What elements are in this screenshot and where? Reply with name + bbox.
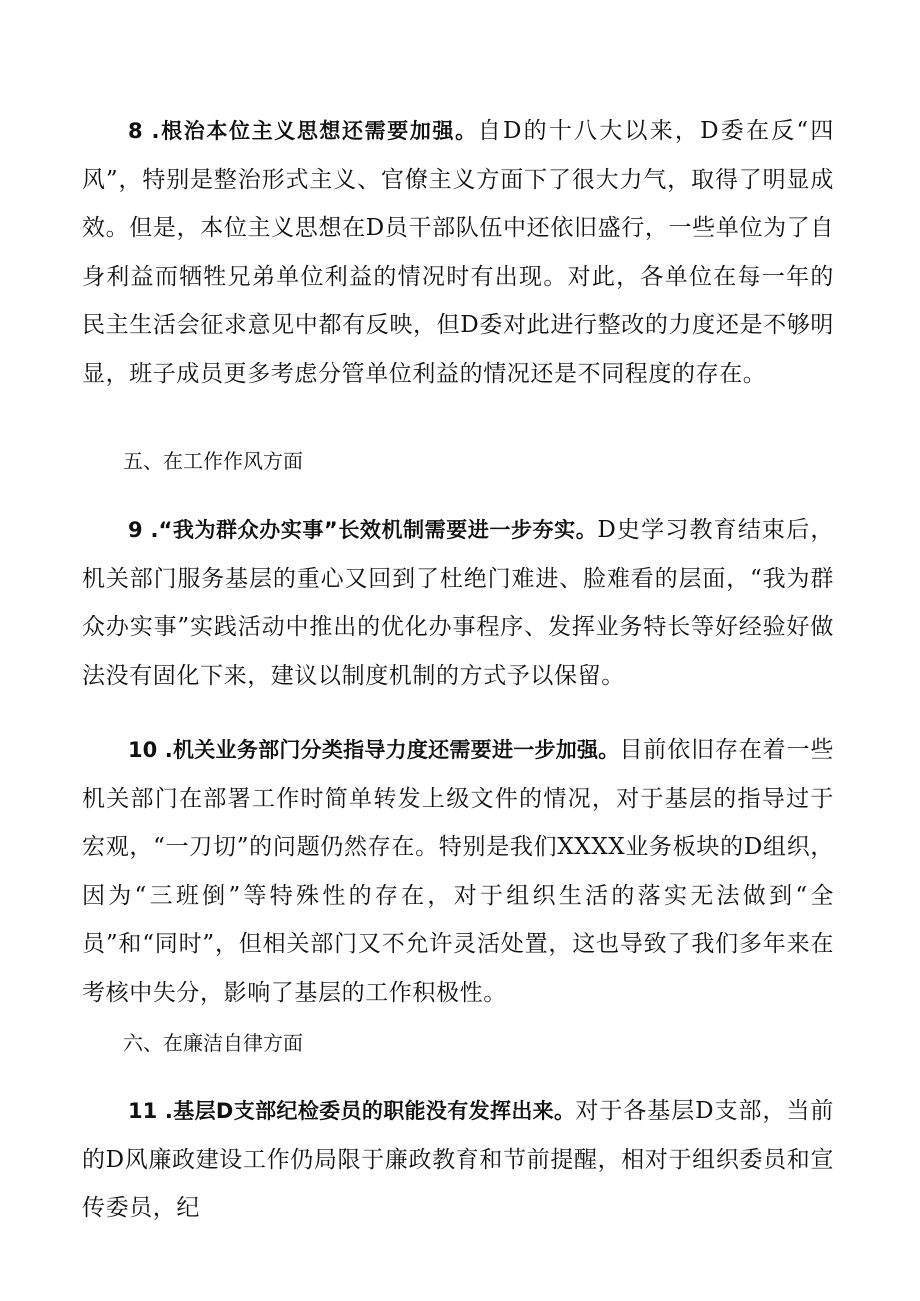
- paragraph-8-body: 自D的十八大以来，D委在反“四风”，特别是整治形式主义、官僚主义方面下了很大力气，取得了明显成效。但是，本位主义思想在D员干部队伍中还依旧盛行，一些单位为了自身利益而牺牲兄弟单位利益的情况时有出现。对此，各单位在每一年的民主生活会征求意见中都有反映，但D委对此进行整改的力度还是不够明显，班子成员更多考虑分管单位利益的情况还是不同程度的存在。: [82, 118, 835, 387]
- paragraph-10-body: 目前依旧存在着一些机关部门在部署工作时简单转发上级文件的情况，对于基层的指导过于宏观，“一刀切”的问题仍然存在。特别是我们XXXX业务板块的D组织，因为“三班倒”等特殊性的存在，对于组织生活的落实无法做到“全员”和“同时”，但相关部门又不允许灵活处置，这也导致了我们多年来在考核中失分，影响了基层的工作积极性。: [82, 737, 835, 1006]
- paragraph-8: [82, 107, 834, 399]
- section-heading-5: 五、在工作作风方面: [123, 449, 303, 473]
- paragraph-8-lead: 8 .根治本位主义思想还需要加强。: [128, 119, 478, 143]
- paragraph-9-body: D史学习教育结束后，机关部门服务基层的重心又回到了杜绝门难进、脸难看的层面，“我为群众办实事”实践活动中推出的优化办事程序、发挥业务特长等好经验好做法没有固化下来，建议以制度机制的方式予以保留。: [82, 517, 834, 689]
- paragraph-11: [82, 1087, 834, 1233]
- section-heading-6: 六、在廉洁自律方面: [123, 1031, 303, 1055]
- paragraph-11-lead: 11 .基层D支部纪检委员的职能没有发挥出来。: [128, 1099, 576, 1123]
- paragraph-11-body: 对于各基层D支部，当前的D风廉政建设工作仍局限于廉政教育和节前提醒，相对于组织委员和宣传委员，纪: [82, 1098, 834, 1222]
- paragraph-10: [82, 726, 834, 1018]
- paragraph-9-lead: 9 .“我为群众办实事”长效机制需要进一步夯实。: [128, 518, 598, 542]
- paragraph-10-lead: 10 .机关业务部门分类指导力度还需要进一步加强。: [128, 738, 620, 762]
- paragraph-9: [82, 506, 834, 700]
